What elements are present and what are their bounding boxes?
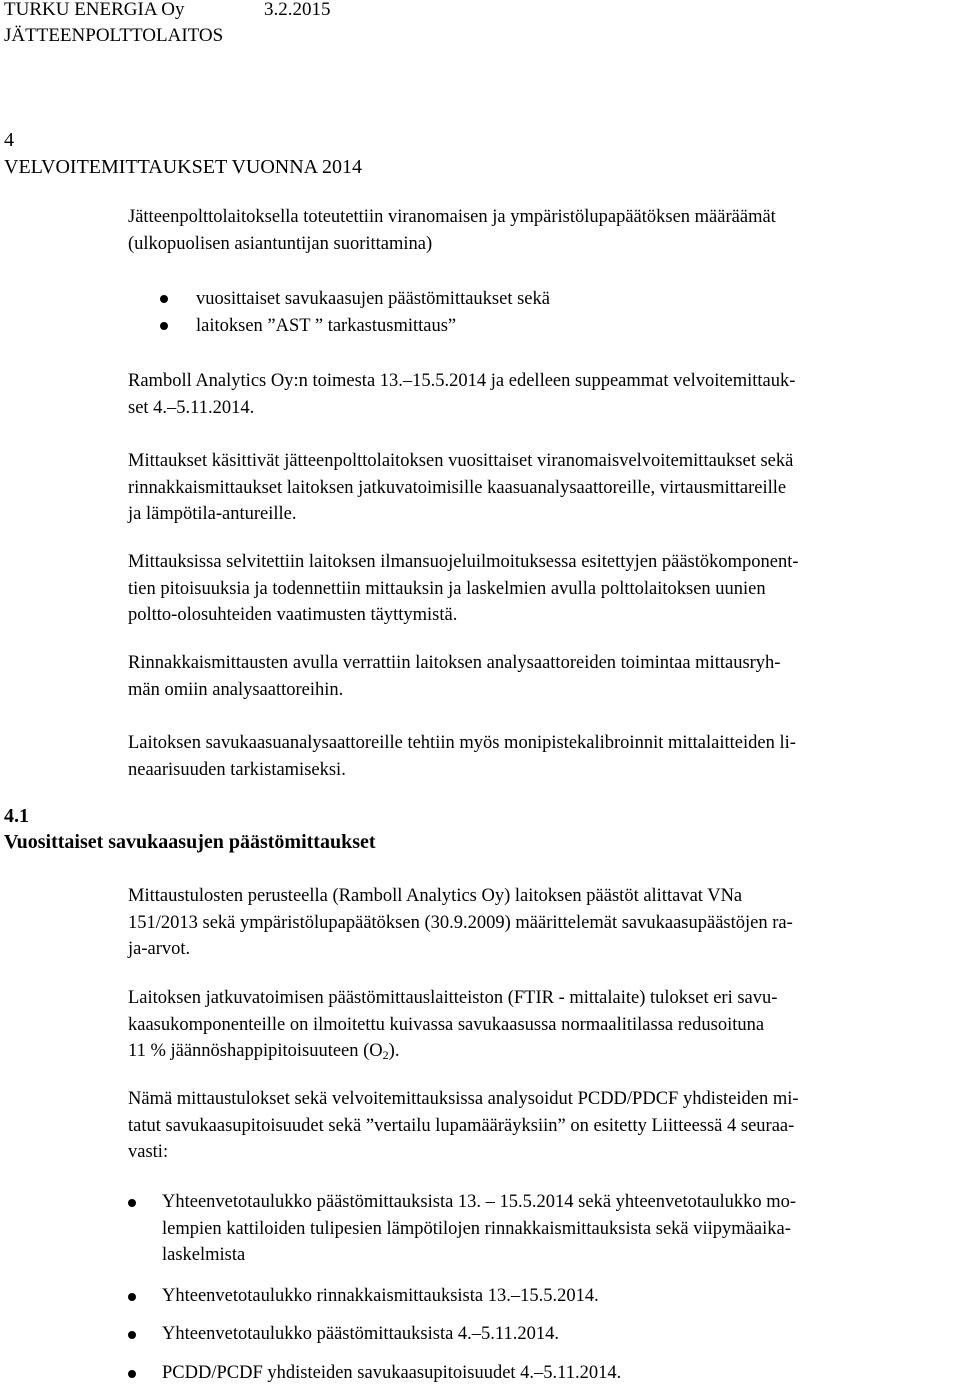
text-line: 151/2013 sekä ympäristölupapäätöksen (30.9.2009) määrittelemät savukaasupäästöjen ra-	[128, 912, 793, 933]
header-company: TURKU ENERGIA Oy	[4, 0, 185, 20]
text-line: ja lämpötila-antureille.	[128, 504, 297, 524]
text-line: Laitoksen savukaasuanalysaattoreille tehtiin myös monipistekalibroinnit mittalaitteiden li-	[128, 733, 796, 753]
text-line: 11 % jäännöshappipitoisuuteen $(O_2)$.	[128, 1041, 400, 1062]
measurement-type-list	[160, 286, 550, 339]
bullet-icon	[128, 1331, 136, 1339]
page-header	[4, 0, 331, 49]
text-line: poltto-olosuhteiden vaatimusten täyttymistä.	[128, 605, 458, 625]
text-line: Ramboll Analytics Oy:n toimesta 13.–15.5.2014 ja edelleen suppeammat velvoitemittauk-	[128, 371, 796, 391]
results-paragraph	[128, 883, 956, 963]
list-item: Yhteenvetotaulukko päästömittauksista 13. – 15.5.2014 sekä yhteenvetotaulukko mo- lempien kattiloiden tulipesien lämpötilojen rinnakkaismittauksista sekä viipymäaika- laskelmista	[128, 1189, 956, 1269]
list-item: Yhteenvetotaulukko päästömittauksista 4.–5.11.2014.	[128, 1321, 956, 1348]
text-line: Mittaustulosten perusteella (Ramboll Analytics Oy) laitoksen päästöt alittavat VNa	[128, 886, 743, 906]
text-line: kaasukomponenteille on ilmoitettu kuivassa savukaasussa normaalitilassa redusoituna	[128, 1014, 765, 1035]
text-line: set 4.–5.11.2014.	[128, 397, 255, 418]
pcdd-paragraph	[128, 1086, 956, 1166]
bullet-icon	[160, 295, 168, 303]
text-line: Mittauksissa selvitettiin laitoksen ilmansuojeluilmoituksessa esitettyjen päästökomponent-	[128, 552, 799, 572]
text-line: tien pitoisuuksia ja todennettiin mittauksin ja laskelmien avulla polttolaitoksen uunien	[128, 578, 766, 599]
measurements-paragraph	[128, 448, 956, 528]
ramboll-paragraph	[128, 368, 956, 421]
text-line: Mittaukset käsittivät jätteenpolttolaitoksen vuosittaiset viranomaisvelvoitemittaukset sekä	[128, 451, 794, 471]
header-unit: JÄTTEENPOLTTOLAITOS	[4, 25, 224, 46]
section-4-title: VELVOITEMITTAUKSET VUONNA 2014	[4, 156, 363, 178]
header-date: 3.2.2015	[264, 0, 331, 20]
calibration-paragraph	[128, 730, 956, 783]
list-item: vuosittaiset savukaasujen päästömittaukset sekä	[160, 286, 550, 313]
text-line: rinnakkaismittaukset laitoksen jatkuvatoimisille kaasuanalysaattoreille, virtausmittareille	[128, 477, 787, 498]
text-line: män omiin analysaattoreihin.	[128, 679, 344, 700]
bullet-icon	[160, 322, 168, 330]
text-line: Jätteenpolttolaitoksella toteutettiin viranomaisen ja ympäristölupapäätöksen määräämät	[128, 207, 776, 227]
section-4-1-number: 4.1	[4, 805, 29, 827]
text-line: (ulkopuolisen asiantuntijan suorittamina)	[128, 233, 433, 254]
ftir-paragraph	[128, 985, 956, 1069]
text-line: vasti:	[128, 1142, 169, 1162]
parallel-paragraph	[128, 650, 956, 703]
appendix-list	[128, 1189, 956, 1386]
text-line: Rinnakkaismittausten avulla verrattiin laitoksen analysaattoreiden toimintaa mittausryh-	[128, 653, 781, 673]
bullet-icon	[128, 1370, 136, 1378]
text-line: Laitoksen jatkuvatoimisen päästömittauslaitteiston (FTIR - mittalaite) tulokset eri savu-	[128, 988, 778, 1008]
clarified-paragraph	[128, 549, 956, 629]
intro-paragraph	[128, 204, 956, 257]
text-line: Nämä mittaustulokset sekä velvoitemittauksissa analysoidut PCDD/PDCF yhdisteiden mi-	[128, 1089, 799, 1109]
text-line: neaarisuuden tarkistamiseksi.	[128, 759, 346, 780]
bullet-icon	[128, 1293, 136, 1301]
list-item: laitoksen ”AST ” tarkastusmittaus”	[160, 313, 550, 340]
section-4-number: 4	[4, 129, 14, 151]
list-item: PCDD/PCDF yhdisteiden savukaasupitoisuudet 4.–5.11.2014.	[128, 1360, 956, 1387]
text-line: tatut savukaasupitoisuudet sekä ”vertailu lupamääräyksiin” on esitetty Liitteessä 4 seuraa-	[128, 1115, 795, 1136]
text-line: ja-arvot.	[128, 939, 191, 959]
list-item: Yhteenvetotaulukko rinnakkaismittauksista 13.–15.5.2014.	[128, 1283, 956, 1310]
bullet-icon	[128, 1199, 136, 1207]
section-4-1-title: Vuosittaiset savukaasujen päästömittaukset	[4, 831, 376, 853]
